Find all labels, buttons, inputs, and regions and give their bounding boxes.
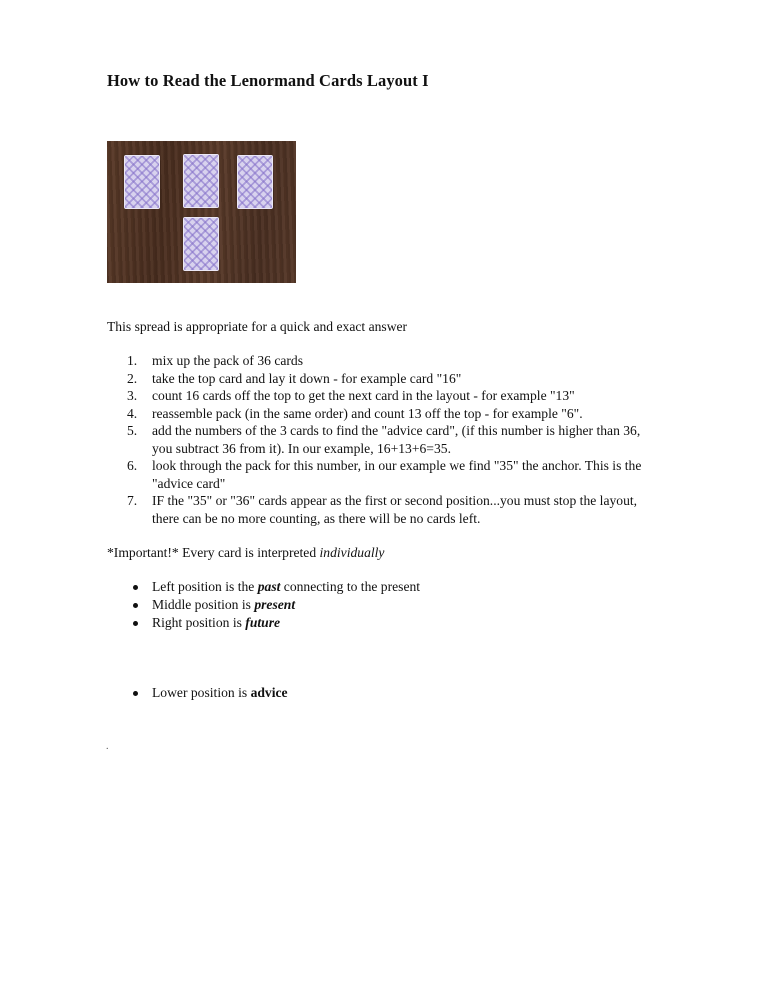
list-item	[107, 370, 707, 388]
card-right	[237, 155, 273, 209]
bullet-icon	[133, 621, 138, 626]
position-text-after: connecting to the present	[280, 579, 421, 594]
important-emphasis: individually	[319, 545, 385, 560]
list-item	[107, 405, 707, 423]
list-item	[107, 422, 707, 457]
position-key: future	[245, 615, 281, 630]
steps-list	[107, 352, 707, 527]
card-spread-photo	[107, 141, 296, 283]
list-item	[107, 596, 420, 614]
position-text: Middle position is	[152, 597, 255, 612]
step-text: add the numbers of the 3 cards to find the "advice card", (if this number is higher than 36,	[152, 423, 641, 438]
list-item	[107, 492, 707, 527]
card-left	[124, 155, 160, 209]
position-key: past	[257, 579, 281, 594]
lower-position-list	[107, 684, 288, 702]
trailing-mark: .	[106, 741, 109, 752]
list-item	[107, 387, 707, 405]
position-key: present	[254, 597, 296, 612]
intro-text: This spread is appropriate for a quick and exact answer	[107, 319, 408, 334]
bullet-icon	[133, 691, 138, 696]
list-item	[107, 578, 420, 596]
step-text-continued: you subtract 36 from it). In our example, 16+13+6=35.	[152, 440, 451, 456]
step-text: look through the pack for this number, in our example we find "35" the anchor. This is the	[152, 458, 642, 473]
step-text-continued: "advice card"	[152, 475, 226, 491]
important-prefix: *Important!* Every card is interpreted	[107, 545, 320, 560]
step-number: 6.	[127, 458, 138, 473]
list-item	[107, 457, 707, 492]
step-text-continued: there can be no more counting, as there will be no cards left.	[152, 510, 481, 526]
step-number: 2.	[127, 370, 138, 386]
bullet-icon	[133, 603, 138, 608]
step-number: 1.	[127, 353, 138, 368]
position-text: Right position is	[152, 615, 246, 630]
step-number: 4.	[127, 405, 138, 421]
position-text: Lower position is	[152, 685, 251, 700]
bullet-icon	[133, 585, 138, 590]
step-number: 3.	[127, 388, 138, 403]
important-note	[107, 544, 384, 561]
step-text: mix up the pack of 36 cards	[152, 353, 303, 368]
position-key: advice	[250, 685, 288, 700]
step-text: count 16 cards off the top to get the next card in the layout - for example "13"	[152, 388, 575, 403]
card-lower	[183, 217, 219, 271]
list-item	[107, 614, 420, 632]
document-title: How to Read the Lenormand Cards Layout I	[107, 71, 429, 90]
step-number: 7.	[127, 493, 138, 508]
step-text: IF the "35" or "36" cards appear as the first or second position...you must stop the layout,	[152, 493, 638, 508]
card-middle	[183, 154, 219, 208]
step-number: 5.	[127, 423, 138, 438]
step-text: take the top card and lay it down - for example card "16"	[152, 370, 462, 386]
position-text: Left position is the	[152, 579, 258, 594]
list-item	[107, 684, 288, 702]
list-item	[107, 352, 707, 370]
step-text: reassemble pack (in the same order) and count 13 off the top - for example "6".	[152, 405, 583, 421]
positions-list	[107, 578, 420, 632]
